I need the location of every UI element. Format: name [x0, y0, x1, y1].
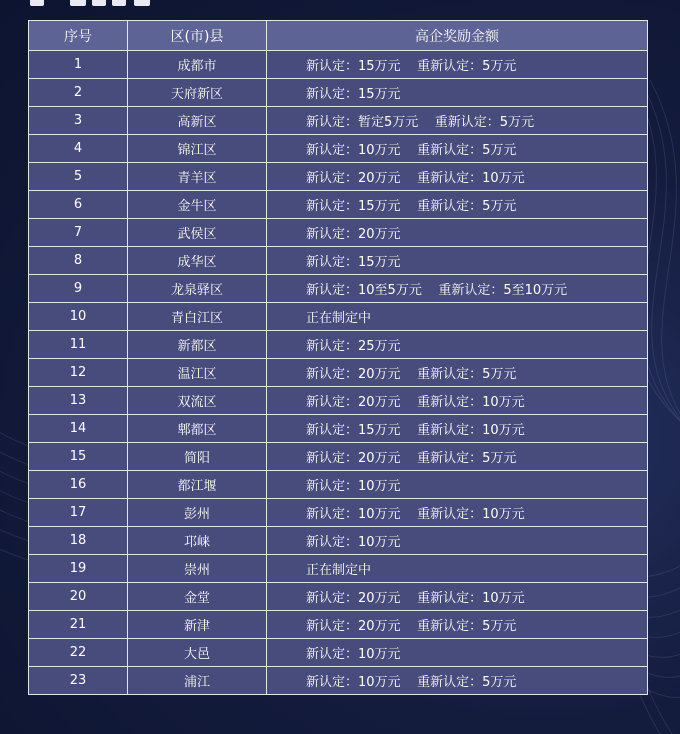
cell-amount: 新认定：10万元	[267, 639, 648, 667]
cell-district: 郫都区	[128, 415, 267, 443]
cell-amount: 正在制定中	[267, 555, 648, 583]
table-row	[29, 443, 648, 471]
cell-serial: 14	[29, 415, 128, 443]
cell-amount: 新认定：暂定5万元 重新认定：5万元	[267, 107, 648, 135]
cell-amount: 新认定：10万元	[267, 471, 648, 499]
cell-district: 龙泉驿区	[128, 275, 267, 303]
table-row	[29, 415, 648, 443]
cell-amount: 新认定：20万元 重新认定：5万元	[267, 443, 648, 471]
cell-amount: 新认定：20万元 重新认定：10万元	[267, 387, 648, 415]
cell-district: 武侯区	[128, 219, 267, 247]
table-row	[29, 191, 648, 219]
table-row	[29, 135, 648, 163]
cell-serial: 20	[29, 583, 128, 611]
cell-amount: 新认定：15万元 重新认定：5万元	[267, 191, 648, 219]
column-header-amount: 高企奖励金额	[267, 21, 648, 51]
cell-serial: 3	[29, 107, 128, 135]
cell-amount: 新认定：10至5万元 重新认定：5至10万元	[267, 275, 648, 303]
cell-district: 简阳	[128, 443, 267, 471]
cell-amount: 新认定：15万元 重新认定：5万元	[267, 51, 648, 79]
table-row	[29, 331, 648, 359]
cell-district: 彭州	[128, 499, 267, 527]
cell-amount: 新认定：10万元 重新认定：5万元	[267, 667, 648, 695]
table-header-row	[29, 21, 648, 51]
table-row	[29, 51, 648, 79]
cell-amount: 新认定：20万元 重新认定：10万元	[267, 163, 648, 191]
cell-amount: 新认定：10万元	[267, 527, 648, 555]
cell-amount: 新认定：25万元	[267, 331, 648, 359]
cell-district: 青白江区	[128, 303, 267, 331]
cell-amount: 新认定：20万元 重新认定：10万元	[267, 583, 648, 611]
cell-serial: 12	[29, 359, 128, 387]
cell-district: 青羊区	[128, 163, 267, 191]
cell-district: 大邑	[128, 639, 267, 667]
cell-district: 浦江	[128, 667, 267, 695]
cell-serial: 19	[29, 555, 128, 583]
table-row	[29, 639, 648, 667]
cell-district: 金堂	[128, 583, 267, 611]
table-row	[29, 471, 648, 499]
cell-district: 双流区	[128, 387, 267, 415]
cell-serial: 16	[29, 471, 128, 499]
cell-amount: 新认定：10万元 重新认定：5万元	[267, 135, 648, 163]
table-row	[29, 247, 648, 275]
cell-district: 邛崃	[128, 527, 267, 555]
cell-district: 成都市	[128, 51, 267, 79]
table-row	[29, 499, 648, 527]
cell-district: 崇州	[128, 555, 267, 583]
cell-amount: 正在制定中	[267, 303, 648, 331]
cell-amount: 新认定：10万元 重新认定：10万元	[267, 499, 648, 527]
table-row	[29, 611, 648, 639]
column-header-serial: 序号	[29, 21, 128, 51]
cell-amount: 新认定：20万元 重新认定：5万元	[267, 359, 648, 387]
table-row	[29, 583, 648, 611]
cell-serial: 8	[29, 247, 128, 275]
cell-serial: 9	[29, 275, 128, 303]
table-row	[29, 527, 648, 555]
cell-district: 温江区	[128, 359, 267, 387]
cell-serial: 22	[29, 639, 128, 667]
cell-district: 金牛区	[128, 191, 267, 219]
cell-district: 天府新区	[128, 79, 267, 107]
cell-serial: 7	[29, 219, 128, 247]
cell-serial: 11	[29, 331, 128, 359]
cell-amount: 新认定：15万元 重新认定：10万元	[267, 415, 648, 443]
table-row	[29, 303, 648, 331]
cell-serial: 1	[29, 51, 128, 79]
cell-district: 新津	[128, 611, 267, 639]
table-row	[29, 275, 648, 303]
table-row	[29, 79, 648, 107]
cell-district: 锦江区	[128, 135, 267, 163]
table-row	[29, 555, 648, 583]
table-row	[29, 387, 648, 415]
subsidy-table	[28, 20, 648, 695]
cell-serial: 18	[29, 527, 128, 555]
cell-serial: 10	[29, 303, 128, 331]
cell-amount: 新认定：15万元	[267, 79, 648, 107]
table-row	[29, 667, 648, 695]
cell-serial: 6	[29, 191, 128, 219]
cell-district: 成华区	[128, 247, 267, 275]
cell-amount: 新认定：15万元	[267, 247, 648, 275]
table-row	[29, 219, 648, 247]
cell-serial: 17	[29, 499, 128, 527]
cell-amount: 新认定：20万元 重新认定：5万元	[267, 611, 648, 639]
cell-serial: 5	[29, 163, 128, 191]
cell-serial: 15	[29, 443, 128, 471]
cell-district: 新都区	[128, 331, 267, 359]
table-row	[29, 359, 648, 387]
cell-serial: 2	[29, 79, 128, 107]
cell-amount: 新认定：20万元	[267, 219, 648, 247]
cell-serial: 13	[29, 387, 128, 415]
cell-district: 高新区	[128, 107, 267, 135]
cell-serial: 4	[29, 135, 128, 163]
table-row	[29, 107, 648, 135]
table-row	[29, 163, 648, 191]
column-header-district: 区(市)县	[128, 21, 267, 51]
cell-serial: 23	[29, 667, 128, 695]
cell-district: 都江堰	[128, 471, 267, 499]
cell-serial: 21	[29, 611, 128, 639]
